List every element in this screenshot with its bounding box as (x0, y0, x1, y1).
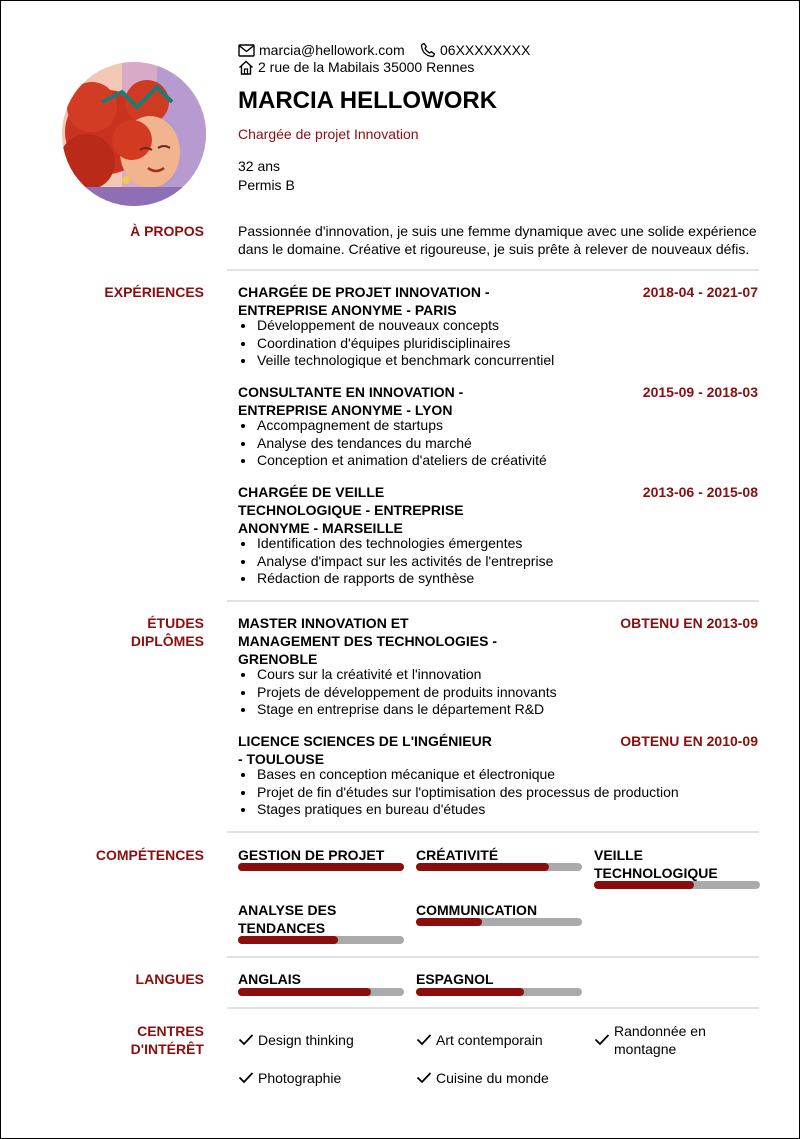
list-item: Coordination d'équipes pluridisciplinaires (238, 335, 554, 353)
email-contact[interactable] (238, 42, 405, 58)
language-bar (238, 988, 404, 996)
experience-bullets (238, 417, 547, 470)
divider (227, 1007, 759, 1009)
label-line: D'INTÉRÊT (130, 1041, 204, 1057)
language-bar (416, 988, 582, 996)
skill-bar (594, 881, 760, 889)
education-date: OBTENU EN 2013-09 (620, 615, 758, 631)
skill-name: ANALYSE DES (238, 902, 337, 918)
list-item: Analyse des tendances du marché (238, 435, 547, 453)
education-title (238, 732, 492, 768)
check-icon (416, 1033, 432, 1046)
section-label-education (131, 614, 204, 650)
check-icon (238, 1071, 254, 1084)
check-icon (416, 1071, 432, 1084)
language-name: ESPAGNOL (416, 971, 494, 987)
list-item: Identification des technologies émergentes (238, 535, 553, 553)
title-line: - TOULOUSE (238, 751, 325, 767)
email-text: marcia@hellowork.com (259, 42, 405, 58)
skill-name: COMMUNICATION (416, 902, 538, 918)
title-line: ENTREPRISE ANONYME - LYON (238, 402, 453, 418)
experience-bullets (238, 535, 553, 588)
experience-date: 2018-04 - 2021-07 (642, 284, 758, 300)
skill-item (238, 901, 404, 937)
experience-date: 2015-09 - 2018-03 (642, 384, 758, 400)
title-line: ANONYME - MARSEILLE (238, 520, 403, 536)
experience-title (238, 283, 490, 319)
interest-item (238, 1069, 341, 1087)
title-line: CHARGÉE DE PROJET INNOVATION - (238, 284, 490, 300)
education-date: OBTENU EN 2010-09 (620, 733, 758, 749)
divider (227, 269, 759, 271)
phone-text: 06XXXXXXXX (440, 42, 531, 58)
experience-bullets (238, 317, 554, 370)
skill-bar-fill (416, 863, 549, 871)
mail-icon (238, 44, 255, 57)
skill-item (416, 901, 582, 919)
list-item: Stages pratiques en bureau d'études (238, 801, 679, 819)
section-label-about: À PROPOS (130, 223, 204, 239)
experience-date: 2013-06 - 2015-08 (642, 484, 758, 500)
skill-bar (238, 863, 404, 871)
experience-title (238, 483, 464, 537)
job-title: Chargée de projet Innovation (238, 126, 419, 142)
driving-license: Permis B (238, 177, 295, 193)
section-label-languages: LANGUES (135, 971, 204, 987)
title-line: TECHNOLOGIQUE - ENTREPRISE (238, 502, 464, 518)
skill-bar-fill (416, 918, 482, 926)
title-line: CONSULTANTE EN INNOVATION - (238, 384, 464, 400)
skill-bar (416, 863, 582, 871)
list-item: Bases en conception mécanique et électronique (238, 766, 679, 784)
skill-bar (238, 936, 404, 944)
title-line: ENTREPRISE ANONYME - PARIS (238, 302, 457, 318)
divider (227, 600, 759, 602)
list-item: Développement de nouveaux concepts (238, 317, 554, 335)
address-contact (238, 59, 474, 75)
education-bullets (238, 666, 557, 719)
label-line: CENTRES (137, 1023, 204, 1039)
check-icon (238, 1033, 254, 1046)
experience-title (238, 383, 463, 419)
skill-bar-fill (238, 863, 404, 871)
skill-bar-fill (238, 936, 338, 944)
phone-icon (420, 42, 436, 58)
section-label-experiences: EXPÉRIENCES (104, 284, 204, 300)
label-line: ÉTUDES (147, 615, 204, 631)
interest-text: Art contemporain (436, 1032, 543, 1048)
language-item (416, 970, 582, 988)
title-line: MANAGEMENT DES TECHNOLOGIES - (238, 633, 498, 649)
list-item: Conception et animation d'ateliers de créativité (238, 452, 547, 470)
about-text: Passionnée d'innovation, je suis une femme dynamique avec une solide expérience dans le domaine. Créative et rigoureuse, je suis prête à relever de nouveaux défis. (238, 223, 757, 257)
interest-item (594, 1022, 706, 1058)
language-bar-fill (238, 988, 371, 996)
label-line: DIPLÔMES (130, 633, 204, 649)
phone-contact[interactable] (420, 42, 530, 58)
section-label-interests (131, 1022, 204, 1058)
list-item: Accompagnement de startups (238, 417, 547, 435)
title-line: GRENOBLE (238, 651, 318, 667)
skill-bar (416, 918, 582, 926)
interest-item (238, 1031, 354, 1049)
language-item (238, 970, 404, 988)
address-text: 2 rue de la Mabilais 35000 Rennes (258, 59, 475, 75)
check-icon (594, 1033, 610, 1046)
home-icon (238, 60, 254, 75)
skill-name: GESTION DE PROJET (238, 847, 385, 863)
language-name: ANGLAIS (238, 971, 301, 987)
title-line: MASTER INNOVATION ET (238, 615, 409, 631)
list-item: Rédaction de rapports de synthèse (238, 570, 553, 588)
education-title (238, 614, 497, 668)
interest-item (416, 1031, 543, 1049)
interest-text: Randonnée en (614, 1023, 706, 1039)
interest-text: Photographie (258, 1070, 342, 1086)
interest-text: montagne (614, 1041, 677, 1057)
language-bar-fill (416, 988, 524, 996)
list-item: Projets de développement de produits innovants (238, 684, 557, 702)
skill-name: CRÉATIVITÉ (416, 847, 499, 863)
interest-text: Design thinking (258, 1032, 354, 1048)
list-item: Projet de fin d'études sur l'optimisation des processus de production (238, 784, 679, 802)
list-item: Cours sur la créativité et l'innovation (238, 666, 557, 684)
education-bullets (238, 766, 679, 819)
divider (227, 831, 759, 833)
candidate-name: MARCIA HELLOWORK (238, 87, 498, 114)
divider (227, 956, 759, 958)
skill-item (594, 846, 760, 882)
interest-item (416, 1069, 549, 1087)
list-item: Analyse d'impact sur les activités de l'entreprise (238, 553, 553, 571)
profile-photo (62, 62, 206, 206)
skill-item (238, 846, 404, 864)
skill-name: TENDANCES (238, 920, 326, 936)
skill-item (416, 846, 582, 864)
section-label-skills: COMPÉTENCES (95, 847, 204, 863)
title-line: LICENCE SCIENCES DE L'INGÉNIEUR (238, 733, 492, 749)
list-item: Stage en entreprise dans le département R&D (238, 701, 557, 719)
age: 32 ans (238, 158, 281, 174)
skill-name: TECHNOLOGIQUE (594, 865, 718, 881)
interest-text: Cuisine du monde (436, 1070, 549, 1086)
title-line: CHARGÉE DE VEILLE (238, 484, 385, 500)
skill-name: VEILLE (594, 847, 644, 863)
skill-bar-fill (594, 881, 694, 889)
list-item: Veille technologique et benchmark concurrentiel (238, 352, 554, 370)
